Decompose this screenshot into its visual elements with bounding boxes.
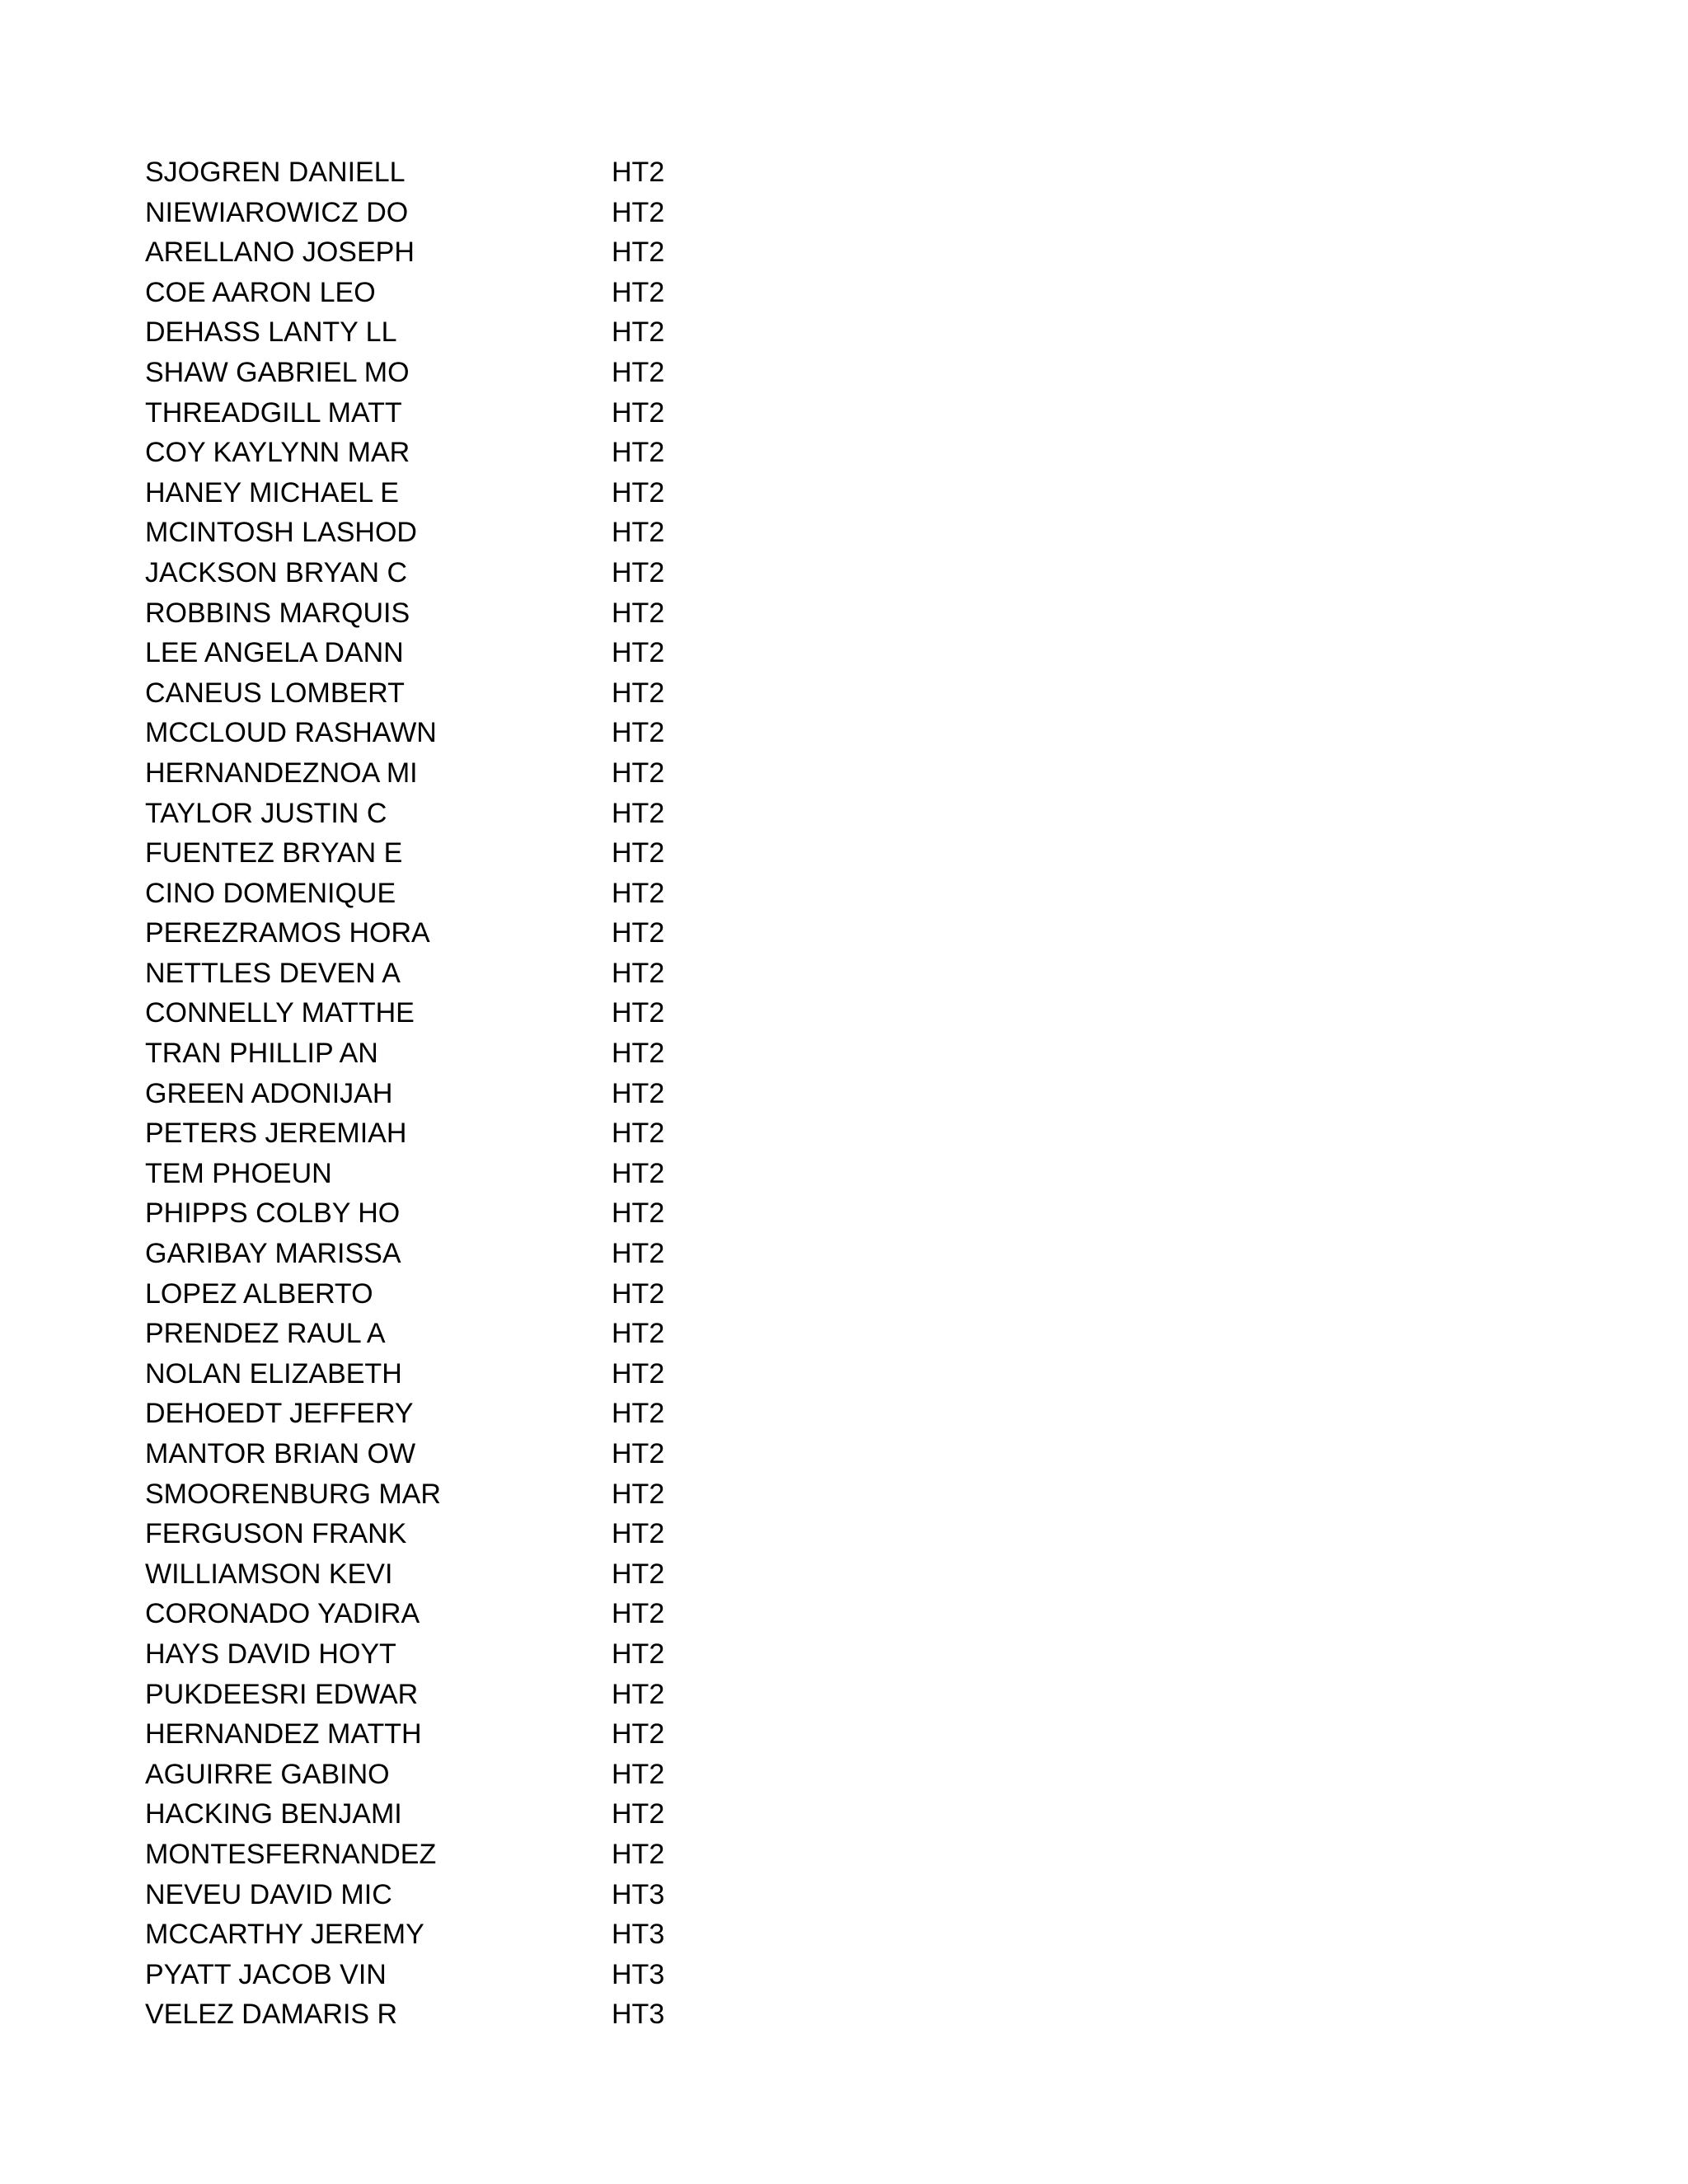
roster-row	[145, 1994, 722, 2035]
roster-row	[145, 1675, 722, 1715]
person-name: HANEY MICHAEL E	[145, 476, 399, 509]
person-name: NOLAN ELIZABETH	[145, 1357, 402, 1390]
code-value: HT3	[612, 1958, 665, 1990]
roster-list	[145, 152, 722, 2035]
person-name: CANEUS LOMBERT	[145, 677, 405, 709]
roster-row	[145, 1755, 722, 1795]
code-value: HT2	[612, 1277, 665, 1310]
code-value: HT2	[612, 396, 665, 429]
roster-row	[145, 553, 722, 593]
roster-row	[145, 673, 722, 714]
code-value: HT2	[612, 1478, 665, 1510]
person-name: CONNELLY MATTHE	[145, 997, 415, 1029]
code-value: HT2	[612, 637, 665, 669]
roster-row	[145, 1193, 722, 1234]
roster-row	[145, 833, 722, 874]
code-value: HT2	[612, 1398, 665, 1430]
code-value: HT2	[612, 837, 665, 869]
person-name: DEHOEDT JEFFERY	[145, 1398, 414, 1430]
code-value: HT2	[612, 1758, 665, 1790]
person-name: COE AARON LEO	[145, 276, 376, 308]
code-value: HT2	[612, 757, 665, 789]
roster-row	[145, 1474, 722, 1515]
code-value: HT2	[612, 1838, 665, 1870]
roster-row	[145, 473, 722, 513]
code-value: HT2	[612, 1077, 665, 1109]
person-name: TAYLOR JUSTIN C	[145, 797, 387, 829]
code-value: HT3	[612, 1878, 665, 1910]
roster-row	[145, 273, 722, 313]
person-name: GREEN ADONIJAH	[145, 1077, 393, 1109]
person-name: ARELLANO JOSEPH	[145, 237, 415, 269]
code-value: HT2	[612, 517, 665, 549]
roster-row	[145, 193, 722, 233]
roster-row	[145, 633, 722, 673]
roster-row	[145, 232, 722, 273]
person-name: TEM PHOEUN	[145, 1157, 332, 1189]
code-value: HT2	[612, 997, 665, 1029]
roster-row	[145, 1875, 722, 1915]
roster-row	[145, 1113, 722, 1154]
person-name: FERGUSON FRANK	[145, 1518, 407, 1550]
code-value: HT2	[612, 1357, 665, 1390]
person-name: PRENDEZ RAUL A	[145, 1318, 386, 1350]
code-value: HT2	[612, 476, 665, 509]
roster-row	[145, 1835, 722, 1875]
roster-row	[145, 713, 722, 753]
code-value: HT2	[612, 1678, 665, 1710]
code-value: HT2	[612, 1157, 665, 1189]
person-name: LOPEZ ALBERTO	[145, 1277, 373, 1310]
roster-row	[145, 1274, 722, 1315]
code-value: HT2	[612, 1798, 665, 1830]
person-name: COY KAYLYNN MAR	[145, 437, 410, 469]
person-name: PETERS JEREMIAH	[145, 1118, 407, 1150]
roster-row	[145, 312, 722, 353]
code-value: HT2	[612, 677, 665, 709]
person-name: VELEZ DAMARIS R	[145, 1999, 398, 2031]
roster-row	[145, 753, 722, 794]
roster-row	[145, 353, 722, 393]
code-value: HT2	[612, 1638, 665, 1670]
person-name: HAYS DAVID HOYT	[145, 1638, 396, 1670]
roster-row	[145, 1033, 722, 1074]
roster-row	[145, 593, 722, 634]
code-value: HT2	[612, 1238, 665, 1270]
code-value: HT2	[612, 797, 665, 829]
code-value: HT2	[612, 1118, 665, 1150]
roster-row	[145, 794, 722, 834]
code-value: HT2	[612, 1197, 665, 1230]
code-value: HT3	[612, 1919, 665, 1951]
person-name: GARIBAY MARISSA	[145, 1238, 401, 1270]
person-name: PYATT JACOB VIN	[145, 1958, 387, 1990]
person-name: CINO DOMENIQUE	[145, 877, 396, 909]
roster-row	[145, 1714, 722, 1755]
code-value: HT3	[612, 1999, 665, 2031]
person-name: PEREZRAMOS HORA	[145, 917, 430, 949]
person-name: JACKSON BRYAN C	[145, 556, 408, 588]
person-name: WILLIAMSON KEVI	[145, 1558, 393, 1590]
code-value: HT2	[612, 196, 665, 228]
roster-row	[145, 1154, 722, 1194]
roster-row	[145, 513, 722, 553]
roster-row	[145, 1394, 722, 1434]
code-value: HT2	[612, 356, 665, 388]
roster-row	[145, 993, 722, 1033]
person-name: FUENTEZ BRYAN E	[145, 837, 403, 869]
person-name: AGUIRRE GABINO	[145, 1758, 390, 1790]
code-value: HT2	[612, 1598, 665, 1630]
roster-row	[145, 1234, 722, 1274]
roster-row	[145, 393, 722, 434]
person-name: MONTESFERNANDEZ	[145, 1838, 437, 1870]
roster-row	[145, 1634, 722, 1675]
roster-row	[145, 1915, 722, 1955]
person-name: MANTOR BRIAN OW	[145, 1438, 416, 1469]
person-name: MCINTOSH LASHOD	[145, 517, 417, 549]
person-name: THREADGILL MATT	[145, 396, 402, 429]
roster-row	[145, 1514, 722, 1554]
person-name: NEVEU DAVID MIC	[145, 1878, 392, 1910]
code-value: HT2	[612, 1038, 665, 1070]
person-name: MCCARTHY JEREMY	[145, 1919, 424, 1951]
roster-row	[145, 1314, 722, 1354]
person-name: TRAN PHILLIP AN	[145, 1038, 378, 1070]
roster-row	[145, 954, 722, 994]
code-value: HT2	[612, 877, 665, 909]
code-value: HT2	[612, 316, 665, 349]
roster-row	[145, 874, 722, 914]
code-value: HT2	[612, 1318, 665, 1350]
person-name: LEE ANGELA DANN	[145, 637, 404, 669]
person-name: NETTLES DEVEN A	[145, 957, 401, 989]
code-value: HT2	[612, 1718, 665, 1750]
roster-row	[145, 152, 722, 193]
person-name: SHAW GABRIEL MO	[145, 356, 410, 388]
person-name: SJOGREN DANIELL	[145, 157, 406, 188]
roster-row	[145, 1554, 722, 1595]
person-name: HERNANDEZ MATTH	[145, 1718, 422, 1750]
person-name: HACKING BENJAMI	[145, 1798, 402, 1830]
code-value: HT2	[612, 437, 665, 469]
code-value: HT2	[612, 597, 665, 629]
code-value: HT2	[612, 237, 665, 269]
code-value: HT2	[612, 1438, 665, 1469]
code-value: HT2	[612, 1518, 665, 1550]
code-value: HT2	[612, 917, 665, 949]
code-value: HT2	[612, 556, 665, 588]
roster-row	[145, 433, 722, 473]
roster-row	[145, 1074, 722, 1114]
person-name: ROBBINS MARQUIS	[145, 597, 410, 629]
roster-row	[145, 913, 722, 954]
roster-row	[145, 1955, 722, 1995]
person-name: MCCLOUD RASHAWN	[145, 717, 437, 749]
person-name: PUKDEESRI EDWAR	[145, 1678, 419, 1710]
person-name: DEHASS LANTY LL	[145, 316, 397, 349]
person-name: NIEWIAROWICZ DO	[145, 196, 409, 228]
code-value: HT2	[612, 717, 665, 749]
roster-row	[145, 1354, 722, 1394]
person-name: SMOORENBURG MAR	[145, 1478, 441, 1510]
roster-row	[145, 1594, 722, 1634]
person-name: CORONADO YADIRA	[145, 1598, 420, 1630]
code-value: HT2	[612, 157, 665, 188]
code-value: HT2	[612, 957, 665, 989]
person-name: HERNANDEZNOA MI	[145, 757, 418, 789]
roster-row	[145, 1794, 722, 1835]
code-value: HT2	[612, 1558, 665, 1590]
code-value: HT2	[612, 276, 665, 308]
person-name: PHIPPS COLBY HO	[145, 1197, 401, 1230]
roster-row	[145, 1434, 722, 1474]
